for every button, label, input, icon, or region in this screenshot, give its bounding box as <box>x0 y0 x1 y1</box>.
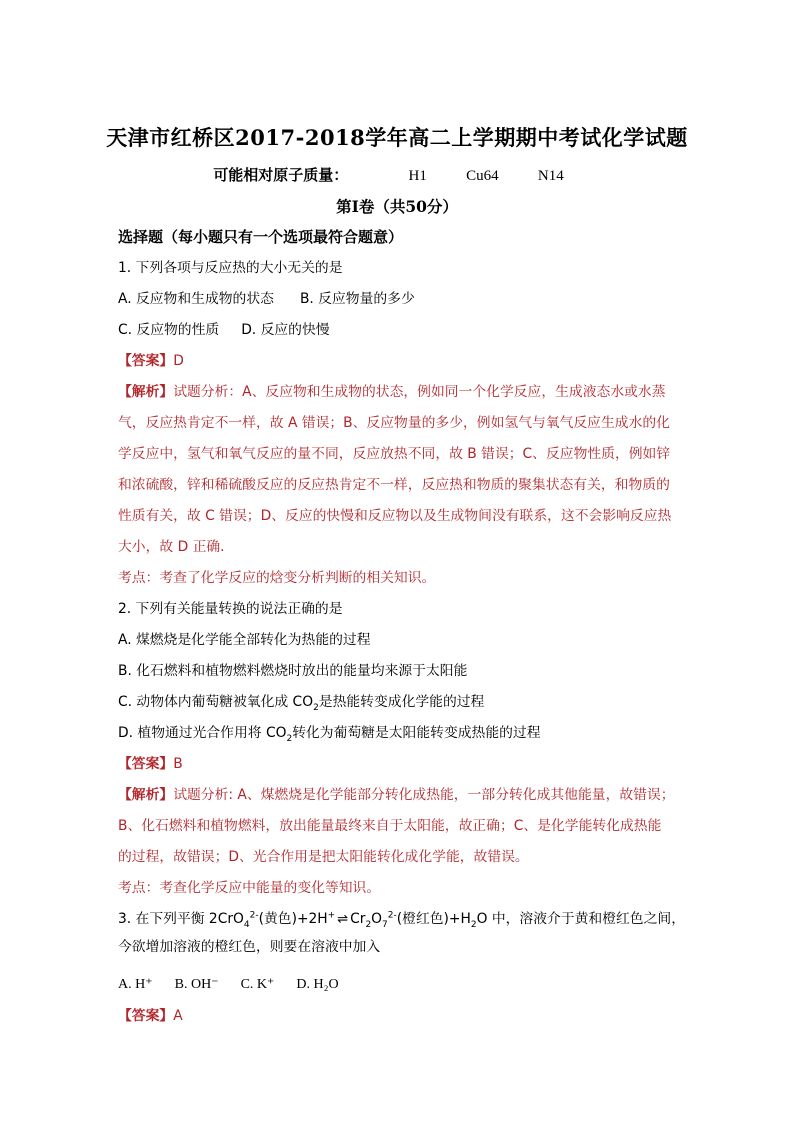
page-title: 天津市红桥区2017-2018学年高二上学期期中考试化学试题 <box>106 125 688 150</box>
q3-option-d: D. H₂O <box>296 977 339 992</box>
q1-analysis-line: 性质有关，故 C 错误；D、反应的快慢和反应物以及生成物间没有联系，这不会影响反应热 <box>118 508 672 524</box>
masses-label: 可能相对原子质量： <box>213 166 349 184</box>
q1-option-a: A. 反应物和生成物的状态 <box>118 291 274 307</box>
q2-analysis-line: B、化石燃料和植物燃料，放出能量最终来自于太阳能，故正确；C、是化学能转化成热能 <box>118 818 662 834</box>
q1-analysis-line: 气，反应热肯定不一样，故 A 错误；B、反应物量的多少，例如氢气与氧气反应生成水的化 <box>118 415 670 431</box>
atomic-masses <box>0 164 794 185</box>
q2-option-a: A. 煤燃烧是化学能全部转化为热能的过程 <box>118 632 371 648</box>
q1-analysis-line: 大小，故 D 正确. <box>118 539 225 555</box>
q1-answer-tag: 【答案】 <box>118 353 174 369</box>
section-title: 第Ⅰ卷（共50分） <box>336 197 458 216</box>
q3-answer-tag: 【答案】 <box>118 1008 174 1024</box>
mass-cu: Cu64 <box>466 168 499 184</box>
q2-kaodian: 考点：考查化学反应中能量的变化等知识。 <box>118 880 381 896</box>
q3-option-c: C. K⁺ <box>240 977 275 992</box>
q2-analysis-line: 【解析】试题分析: A、煤燃烧是化学能部分转化成热能，一部分转化成其他能量，故错误； <box>118 787 675 803</box>
section-heading: 选择题（每小题只有一个选项最符合题意） <box>118 228 404 246</box>
q1-option-b: B. 反应物量的多少 <box>299 291 415 307</box>
q3-answer-value: A <box>173 1008 183 1024</box>
q1-stem: 1. 下列各项与反应热的大小无关的是 <box>118 260 343 276</box>
q2-answer-value: B <box>173 756 183 772</box>
q1-option-d: D. 反应的快慢 <box>241 322 330 338</box>
q1-options-ab <box>118 289 688 309</box>
q3-stem-line2: 今欲增加溶液的橙红色，则要在溶液中加入 <box>118 939 381 955</box>
q2-option-b: B. 化石燃料和植物燃料燃烧时放出的能量均来源于太阳能 <box>118 663 468 679</box>
q3-answer <box>118 1006 688 1026</box>
q1-analysis-line: 学反应中，氢气和氧气反应的量不同，反应放热不同，故 B 错误；C、反应物性质，例如锌 <box>118 446 671 462</box>
q1-answer-value: D <box>173 353 184 369</box>
q3-options <box>118 974 688 995</box>
q3-option-b: B. OH⁻ <box>174 977 219 992</box>
q2-option-c: C. 动物体内葡萄糖被氧化成 $CO_2$是热能转变成化学能的过程 <box>118 694 485 713</box>
q3-stem: 3. 在下列平衡 2CrO$_4^{2-}$(黄色)+2H+ ⇌ $Cr_2O_7^{2-}$(橙红色)$+H_2O$ 中，溶液介于黄和橙红色之间， <box>118 910 685 930</box>
mass-h: H1 <box>408 168 427 184</box>
q2-answer-tag: 【答案】 <box>118 756 174 772</box>
q1-analysis-tag: 【解析】 <box>118 384 174 400</box>
q1-answer <box>118 351 688 371</box>
equilibrium-arrow-icon: ⇌ <box>337 912 349 927</box>
q2-analysis-tag: 【解析】 <box>118 787 174 803</box>
q1-analysis-line: 和浓硫酸，锌和稀硫酸反应的反应热肯定不一样，反应热和物质的聚集状态有关，和物质的 <box>118 477 670 493</box>
q2-answer <box>118 754 688 774</box>
q1-options-cd <box>118 320 688 340</box>
mass-n: N14 <box>537 168 564 184</box>
q1-analysis-line: 【解析】试题分析：A、反应物和生成物的状态，例如同一个化学反应，生成液态水或水蒸 <box>118 384 666 400</box>
q1-option-c: C. 反应物的性质 <box>118 322 220 338</box>
q2-analysis-line: 的过程，故错误；D、光合作用是把太阳能转化成化学能，故错误。 <box>118 849 529 865</box>
q3-option-a: A. H⁺ <box>118 977 153 992</box>
q2-stem: 2. 下列有关能量转换的说法正确的是 <box>118 601 343 617</box>
q1-kaodian: 考点：考查了化学反应的焓变分析判断的相关知识。 <box>118 570 436 586</box>
q2-option-d: D. 植物通过光合作用将 $CO_2$转化为葡萄糖是太阳能转变成热能的过程 <box>118 725 541 744</box>
